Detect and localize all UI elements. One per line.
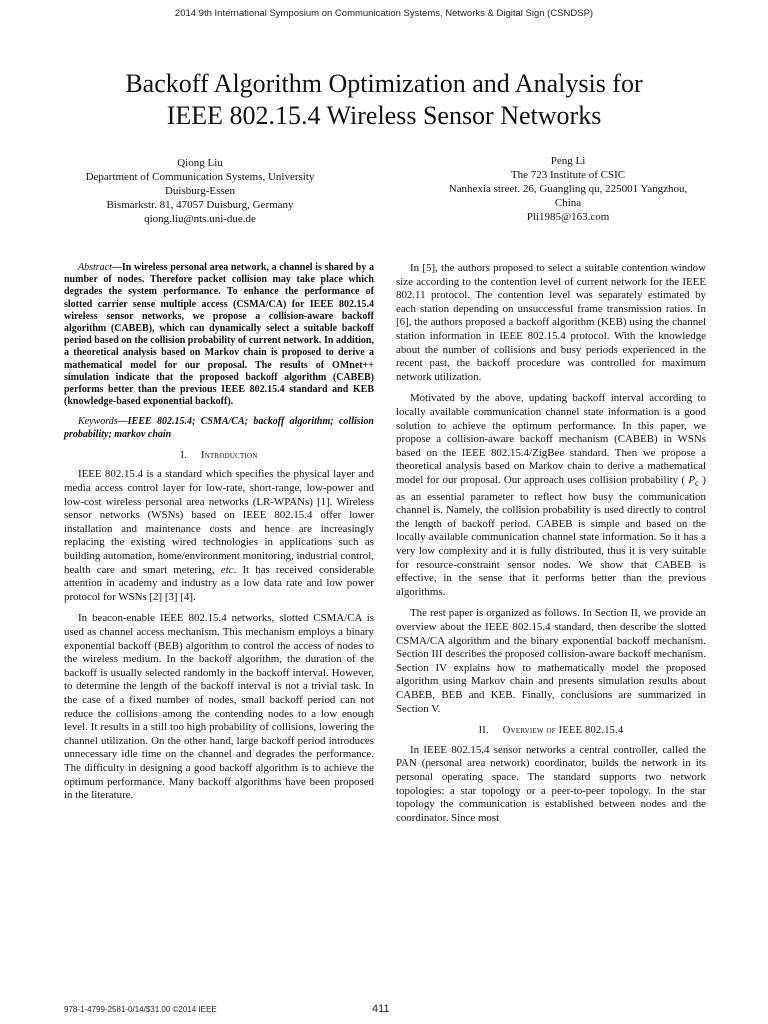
paragraph-text: Motivated by the above, updating backoff interval according to locally available communication channel state information is a good solution to achieve the optimum performance. In this paper, we propose a collision-aware backoff mechanism (CABEB) in WSNs based on the IEEE 802.15.4/ZigBee standard. Then we propose a theoretical analysis based on Markov chain to derive a mathematical model for our proposal. Our approach uses collision probability (: [396, 392, 706, 486]
paper-title-line-1: Backoff Algorithm Optimization and Analysis for: [125, 69, 643, 98]
left-column: [64, 262, 374, 811]
author-email: qiong.liu@nts.uni-due.de: [144, 213, 256, 225]
section-heading-overview: [396, 724, 706, 738]
conference-header: 2014 9th International Symposium on Communication Systems, Networks & Digital Sign (CSNDSP): [174, 8, 594, 19]
paragraph-text-tail: ) as an essential parameter to reflect how busy the communication channel is. Namely, the collision probability is used directly to control the length of backoff period. CABEB is simple and based on the locally available communication channel state information. So it has a very low complexity and it is fully distributed, thus it is very suitable for resource-constraint sensor nodes. We show that CABEB is effective, in the sense that it performs better than the previous algorithms.: [396, 473, 707, 598]
author-block-1: [40, 156, 360, 226]
section-number: II.: [478, 725, 489, 737]
section-heading-introduction: [64, 449, 374, 463]
paragraph-text-tail: . It has received considerable attention in academy and industry as a low data rate and low power protocol for WSNs [2] [3] [4].: [64, 563, 374, 603]
author-address: China: [554, 197, 582, 209]
author-affiliation: Department of Communication Systems, University: [85, 171, 315, 183]
keywords-text: IEEE 802.15.4; CSMA/CA; backoff algorithm; collision probability; markov chain: [64, 416, 374, 440]
paragraph: The rest paper is organized as follows. In Section II, we provide an overview about the IEEE 802.15.4 standard, then describe the slotted CSMA/CA algorithm and the binary exponential backoff mechanism. Section III describes the proposed collision-aware backoff mechanism. Section IV explains how to mathematically model the proposed algorithm using Markov chain and presents simulation results about CABEB, BEB and KEB. Finally, conclusions are summarized in Section V.: [396, 607, 706, 715]
keywords-label: Keywords: [78, 416, 118, 428]
section-number: I.: [180, 449, 188, 461]
copyright-footer: 978-1-4799-2581-0/14/$31.00 ©2014 IEEE: [64, 1005, 217, 1014]
author-affiliation: Duisburg-Essen: [164, 185, 236, 197]
paragraph: [64, 468, 374, 604]
page-number: 411: [372, 1003, 390, 1015]
section-title: Overview of IEEE: [502, 725, 583, 737]
author-block-2: [408, 154, 728, 224]
paragraph: In beacon-enable IEEE 802.15.4 networks, slotted CSMA/CA is used as channel access mechanism. This mechanism employs a binary exponential backoff (BEB) algorithm to control the access of nodes to the wireless medium. In the backoff algorithm, the duration of the backoff is usually selected randomly in the backoff interval. However, to determine the length of the backoff interval is not a trivial task. In the case of a fixed number of nodes, small backoff period can not reduce the collisions among the contending nodes to a low enough level. It results in a still too high probability of collisions, lowering the channel utilization. On the other hand, large backoff period introduces unnecessary idle time on the channel and degrades the performance. The difficulty in designing a good backoff algorithm is to achieve the optimum performance. Many backoff algorithms have been proposed in the literature.: [64, 612, 374, 802]
author-affiliation: The 723 Institute of CSIC: [510, 169, 626, 181]
abstract-dash: —: [111, 262, 122, 273]
keywords: [64, 416, 374, 440]
etc-text: etc: [220, 563, 234, 576]
right-column: [396, 262, 706, 833]
author-address: Nanhexia street. 26, Guangling qu, 225001 Yangzhou,: [448, 183, 688, 195]
author-address: Bismarkstr. 81, 47057 Duisburg, Germany: [106, 199, 294, 211]
paragraph: In [5], the authors proposed to select a suitable contention window size according to the contention level of current network for the IEEE 802.11 protocol. The contention level was separately estimated by each station depending on unsuccessful frame transmission ratios. In [6], the authors proposed a backoff algorithm (KEB) using the channel station information in IEEE 802.15.4 protocol. With the knowledge about the number of collisions and busy periods experienced in the recent past, the backoff procedure was controlled for maximum network utilization.: [396, 262, 706, 383]
section-title: Introduction: [201, 449, 258, 461]
paragraph-text: IEEE 802.15.4 is a standard which specifies the physical layer and media access control layer for low-rate, short-range, low-power and low-cost wireless personal area networks (LR-WPANs) [1]. Wireless sensor networks (WSNs) based on IEEE 802.15.4 offer lower installation and maintenance costs and hence are increasingly replacing the existing wired technologies in applications such as building automation, home/environment monitoring, industrial control, health care and smart metering,: [64, 468, 374, 576]
paragraph: In IEEE 802.15.4 sensor networks a central controller, called the PAN (personal area network) coordinator, builds the network in its personal operating space. The standard supports two network topologies: a star topology or a peer-to-peer topology. In the star topology the communication is established between nodes and the coordinator. Since most: [396, 743, 706, 824]
author-email: Pli1985@163.com: [526, 211, 610, 223]
abstract-label: Abstract: [78, 262, 112, 273]
paragraph: [396, 392, 706, 599]
collision-probability-subscript: c: [695, 478, 700, 489]
author-name: Peng Li: [550, 155, 586, 167]
section-title-tail: 802.15.4: [582, 725, 624, 737]
collision-probability-symbol: P: [688, 473, 696, 486]
paper-title-line-2: IEEE 802.15.4 Wireless Sensor Networks: [166, 101, 602, 130]
abstract: [64, 262, 374, 408]
keywords-dash: —: [117, 416, 128, 428]
paper-title: [40, 68, 728, 132]
abstract-text: In wireless personal area network, a channel is shared by a number of nodes. Therefore packet collision may take place which degrades the system performance. To enhance the performance of slotted carrier sense multiple access (CSMA/CA) for IEEE 802.15.4 wireless sensor networks, we propose a collision-aware backoff algorithm (CABEB), which can dynamically select a suitable backoff period based on the collision probability of current network. In addition, a theoretical analysis based on Markov chain is proposed to derive a mathematical model for our proposal. The results of OMnet++ simulation indicate that the proposed backoff algorithm (CABEB) performs better than the previous IEEE 802.15.4 standard and KEB (knowledge-based exponential backoff).: [64, 262, 374, 408]
author-name: Qiong Liu: [177, 157, 223, 169]
